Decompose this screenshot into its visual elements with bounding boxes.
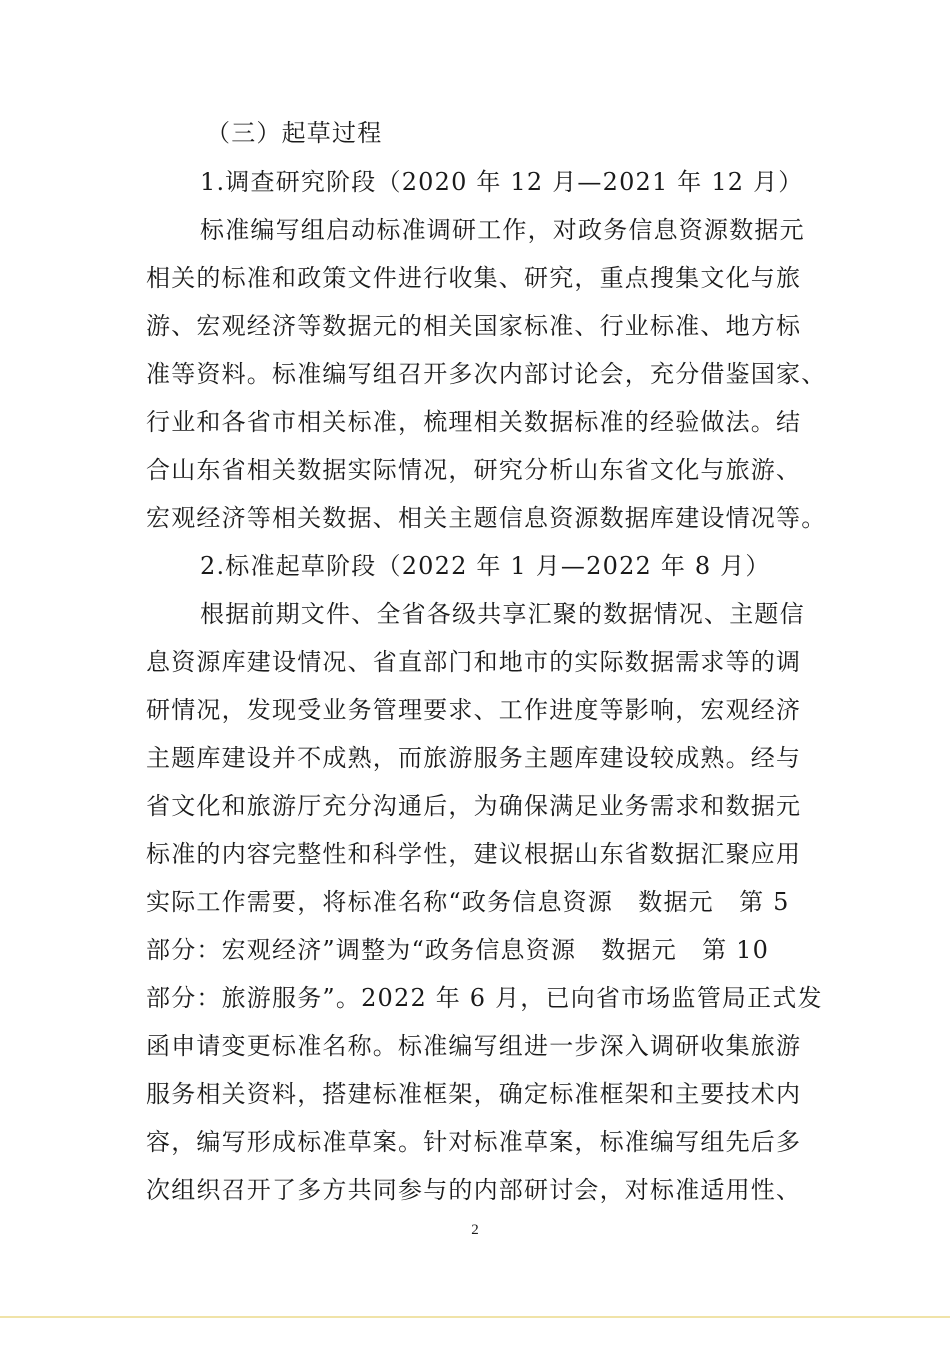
- paragraph-line: 宏观经济等相关数据、相关主题信息资源数据库建设情况等。: [146, 504, 827, 532]
- page-number: 2: [471, 1222, 479, 1238]
- paragraph-line: 省文化和旅游厅充分沟通后，为确保满足业务需求和数据元: [146, 792, 802, 820]
- paragraph-line: 研情况，发现受业务管理要求、工作进度等影响，宏观经济: [146, 696, 802, 724]
- paragraph-line: 准等资料。标准编写组召开多次内部讨论会，充分借鉴国家、: [146, 360, 827, 388]
- paragraph-line: 游、宏观经济等数据元的相关国家标准、行业标准、地方标: [146, 312, 802, 340]
- paragraph-line: 标准编写组启动标准调研工作，对政务信息资源数据元: [200, 216, 805, 244]
- paragraph-line: 部分：旅游服务”。2022 年 6 月，已向省市场监管局正式发: [146, 984, 823, 1012]
- paragraph-line: 息资源库建设情况、省直部门和地市的实际数据需求等的调: [146, 648, 802, 676]
- scan-edge-divider: [0, 1316, 950, 1318]
- paragraph-line: 相关的标准和政策文件进行收集、研究，重点搜集文化与旅: [146, 264, 802, 292]
- stage1-heading: 1.调查研究阶段（2020 年 12 月—2021 年 12 月）: [200, 168, 804, 196]
- paragraph-line: 容，编写形成标准草案。针对标准草案，标准编写组先后多: [146, 1128, 802, 1156]
- paragraph-line: 行业和各省市相关标准，梳理相关数据标准的经验做法。结: [146, 408, 802, 436]
- paragraph-line: 次组织召开了多方共同参与的内部研讨会，对标准适用性、: [146, 1176, 802, 1204]
- paragraph-line: 部分：宏观经济”调整为“政务信息资源 数据元 第 10: [146, 936, 770, 964]
- paragraph-line: 函申请变更标准名称。标准编写组进一步深入调研收集旅游: [146, 1032, 802, 1060]
- paragraph-line: 根据前期文件、全省各级共享汇聚的数据情况、主题信: [200, 600, 805, 628]
- paragraph-line: 服务相关资料，搭建标准框架，确定标准框架和主要技术内: [146, 1080, 802, 1108]
- stage2-heading: 2.标准起草阶段（2022 年 1 月—2022 年 8 月）: [200, 552, 771, 580]
- section-heading: （三）起草过程: [206, 119, 383, 147]
- paragraph-line: 合山东省相关数据实际情况，研究分析山东省文化与旅游、: [146, 456, 802, 484]
- paragraph-line: 标准的内容完整性和科学性，建议根据山东省数据汇聚应用: [146, 840, 802, 868]
- paragraph-line: 主题库建设并不成熟，而旅游服务主题库建设较成熟。经与: [146, 744, 802, 772]
- paragraph-line: 实际工作需要，将标准名称“政务信息资源 数据元 第 5: [146, 888, 790, 916]
